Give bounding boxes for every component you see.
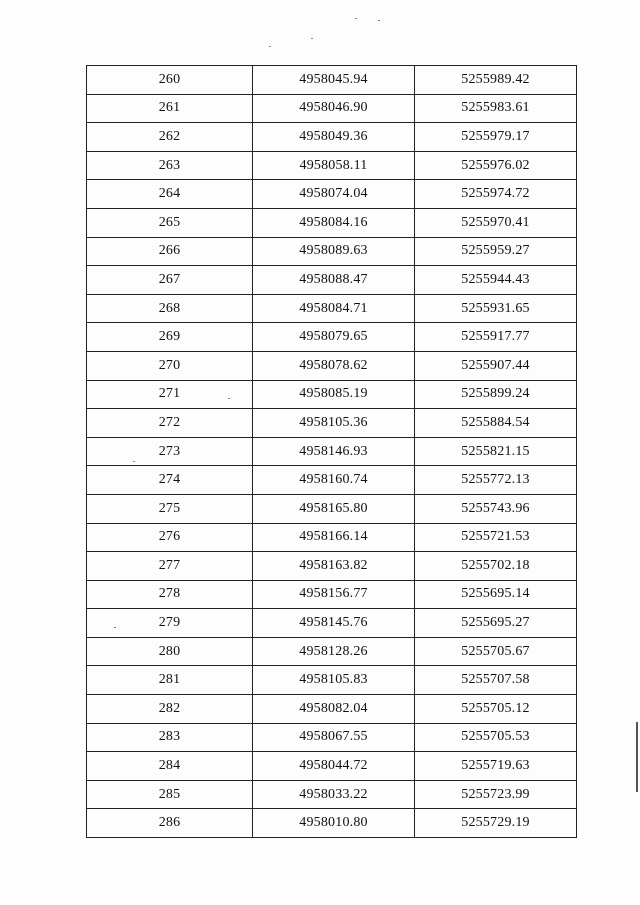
x-coordinate-cell: 4958044.72: [253, 752, 415, 781]
table-row: [87, 437, 577, 466]
x-coordinate-cell: 4958033.22: [253, 780, 415, 809]
x-coordinate-cell: 4958088.47: [253, 266, 415, 295]
y-coordinate-cell: 5255695.27: [415, 609, 577, 638]
y-coordinate-cell: 5255821.15: [415, 437, 577, 466]
point-number-cell: 274: [87, 466, 253, 495]
y-coordinate-cell: 5255729.19: [415, 809, 577, 838]
point-number-cell: 283: [87, 723, 253, 752]
point-number-cell: 276: [87, 523, 253, 552]
point-number-cell: 280: [87, 637, 253, 666]
point-number-cell: 286: [87, 809, 253, 838]
point-number-cell: 266: [87, 237, 253, 266]
scan-edge-mark: [636, 722, 638, 792]
point-number-cell: 261: [87, 94, 253, 123]
table-row: [87, 723, 577, 752]
x-coordinate-cell: 4958045.94: [253, 66, 415, 95]
point-number-cell: 269: [87, 323, 253, 352]
point-number-cell: 281: [87, 666, 253, 695]
y-coordinate-cell: 5255721.53: [415, 523, 577, 552]
point-number-cell: 262: [87, 123, 253, 152]
table-row: [87, 466, 577, 495]
table-row: [87, 637, 577, 666]
table-row: [87, 294, 577, 323]
table-row: [87, 409, 577, 438]
y-coordinate-cell: 5255695.14: [415, 580, 577, 609]
y-coordinate-cell: 5255959.27: [415, 237, 577, 266]
x-coordinate-cell: 4958085.19: [253, 380, 415, 409]
table-row: [87, 151, 577, 180]
y-coordinate-cell: 5255719.63: [415, 752, 577, 781]
y-coordinate-cell: 5255907.44: [415, 351, 577, 380]
x-coordinate-cell: 4958046.90: [253, 94, 415, 123]
point-number-cell: 265: [87, 208, 253, 237]
y-coordinate-cell: 5255705.12: [415, 695, 577, 724]
y-coordinate-cell: 5255743.96: [415, 494, 577, 523]
y-coordinate-cell: 5255976.02: [415, 151, 577, 180]
table-row: [87, 609, 577, 638]
point-number-cell: 279: [87, 609, 253, 638]
table-row: [87, 780, 577, 809]
x-coordinate-cell: 4958049.36: [253, 123, 415, 152]
x-coordinate-cell: 4958105.36: [253, 409, 415, 438]
point-number-cell: 273: [87, 437, 253, 466]
point-number-cell: 267: [87, 266, 253, 295]
coordinates-table-body: [87, 66, 577, 838]
x-coordinate-cell: 4958079.65: [253, 323, 415, 352]
x-coordinate-cell: 4958089.63: [253, 237, 415, 266]
scan-speck: [378, 20, 380, 21]
table-row: [87, 695, 577, 724]
y-coordinate-cell: 5255917.77: [415, 323, 577, 352]
table-row: [87, 523, 577, 552]
point-number-cell: 278: [87, 580, 253, 609]
table-row: [87, 752, 577, 781]
x-coordinate-cell: 4958160.74: [253, 466, 415, 495]
y-coordinate-cell: 5255772.13: [415, 466, 577, 495]
point-number-cell: 275: [87, 494, 253, 523]
point-number-cell: 260: [87, 66, 253, 95]
point-number-cell: 263: [87, 151, 253, 180]
y-coordinate-cell: 5255931.65: [415, 294, 577, 323]
point-number-cell: 272: [87, 409, 253, 438]
point-number-cell: 277: [87, 552, 253, 581]
x-coordinate-cell: 4958163.82: [253, 552, 415, 581]
point-number-cell: 282: [87, 695, 253, 724]
y-coordinate-cell: 5255723.99: [415, 780, 577, 809]
y-coordinate-cell: 5255974.72: [415, 180, 577, 209]
y-coordinate-cell: 5255702.18: [415, 552, 577, 581]
table-row: [87, 380, 577, 409]
table-row: [87, 266, 577, 295]
x-coordinate-cell: 4958084.71: [253, 294, 415, 323]
table-row: [87, 666, 577, 695]
x-coordinate-cell: 4958010.80: [253, 809, 415, 838]
x-coordinate-cell: 4958067.55: [253, 723, 415, 752]
table-row: [87, 809, 577, 838]
table-row: [87, 494, 577, 523]
table-row: [87, 237, 577, 266]
y-coordinate-cell: 5255884.54: [415, 409, 577, 438]
table-row: [87, 323, 577, 352]
point-number-cell: 284: [87, 752, 253, 781]
table-row: [87, 123, 577, 152]
y-coordinate-cell: 5255705.67: [415, 637, 577, 666]
x-coordinate-cell: 4958146.93: [253, 437, 415, 466]
y-coordinate-cell: 5255979.17: [415, 123, 577, 152]
x-coordinate-cell: 4958165.80: [253, 494, 415, 523]
point-number-cell: 271: [87, 380, 253, 409]
x-coordinate-cell: 4958074.04: [253, 180, 415, 209]
y-coordinate-cell: 5255707.58: [415, 666, 577, 695]
x-coordinate-cell: 4958105.83: [253, 666, 415, 695]
table-row: [87, 580, 577, 609]
table-row: [87, 180, 577, 209]
table-row: [87, 351, 577, 380]
x-coordinate-cell: 4958128.26: [253, 637, 415, 666]
y-coordinate-cell: 5255705.53: [415, 723, 577, 752]
x-coordinate-cell: 4958078.62: [253, 351, 415, 380]
table-row: [87, 66, 577, 95]
y-coordinate-cell: 5255983.61: [415, 94, 577, 123]
scan-speck: [311, 38, 313, 39]
y-coordinate-cell: 5255899.24: [415, 380, 577, 409]
y-coordinate-cell: 5255944.43: [415, 266, 577, 295]
y-coordinate-cell: 5255989.42: [415, 66, 577, 95]
x-coordinate-cell: 4958058.11: [253, 151, 415, 180]
table-row: [87, 208, 577, 237]
point-number-cell: 264: [87, 180, 253, 209]
x-coordinate-cell: 4958145.76: [253, 609, 415, 638]
coordinates-table: [86, 65, 577, 838]
point-number-cell: 270: [87, 351, 253, 380]
table-row: [87, 94, 577, 123]
scan-speck: [269, 46, 271, 47]
point-number-cell: 285: [87, 780, 253, 809]
scan-speck: [355, 18, 357, 19]
x-coordinate-cell: 4958082.04: [253, 695, 415, 724]
table-row: [87, 552, 577, 581]
x-coordinate-cell: 4958084.16: [253, 208, 415, 237]
x-coordinate-cell: 4958156.77: [253, 580, 415, 609]
point-number-cell: 268: [87, 294, 253, 323]
y-coordinate-cell: 5255970.41: [415, 208, 577, 237]
x-coordinate-cell: 4958166.14: [253, 523, 415, 552]
